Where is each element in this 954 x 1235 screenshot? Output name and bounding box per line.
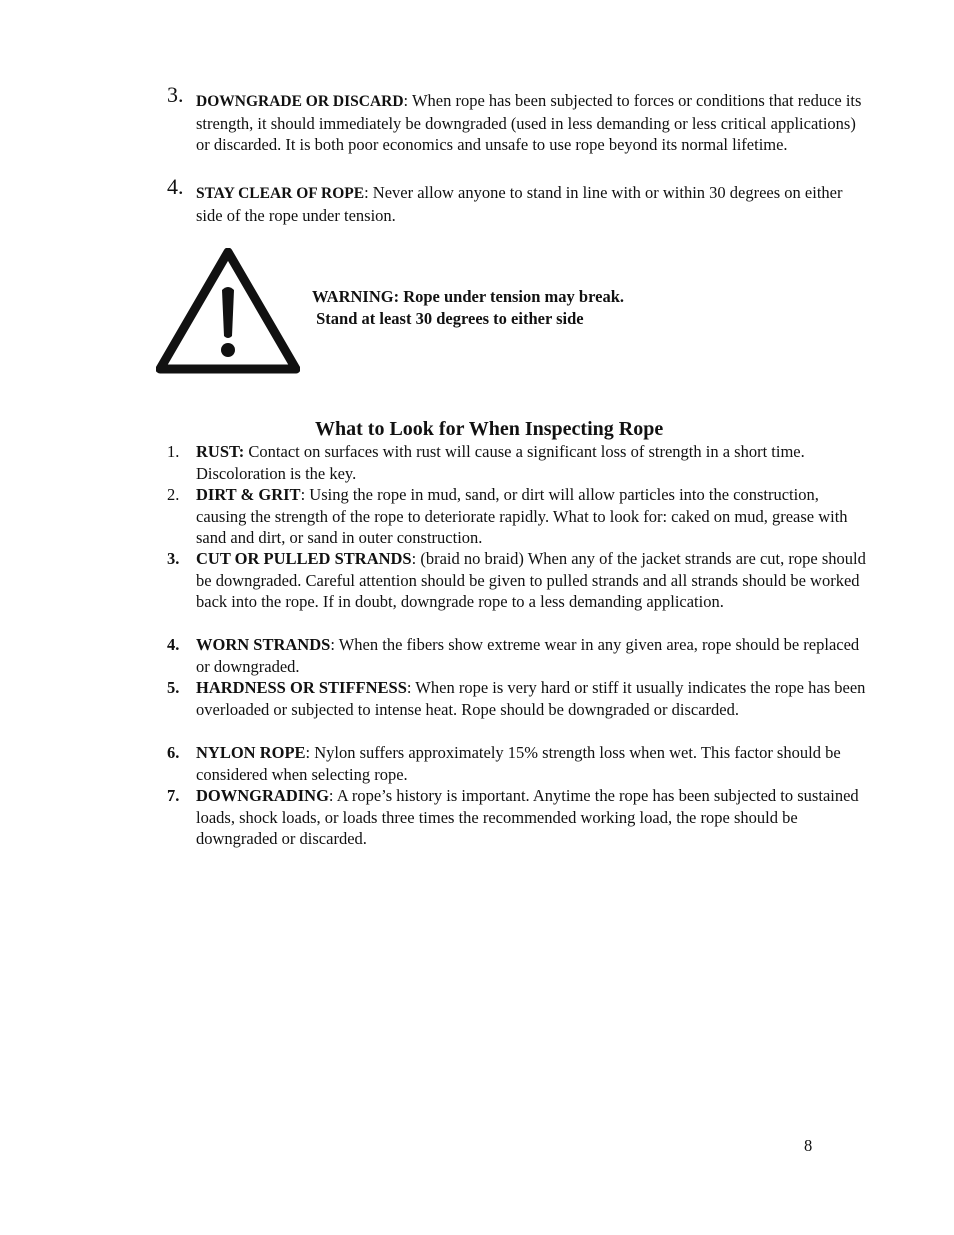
- list-number: 6.: [167, 743, 180, 762]
- list-term: DOWNGRADE OR DISCARD: [196, 93, 404, 110]
- list-term: HARDNESS OR STIFFNESS: [196, 678, 407, 697]
- warning-line-2: Stand at least 30 degrees to either side: [312, 308, 584, 328]
- list-number: 3.: [167, 549, 180, 568]
- list-text: [196, 548, 868, 613]
- list-description: : A rope’s history is important. Anytime the rope has been subjected to sustained loads, shock loads, or loads three times the recommended working load, the rope should be downgraded or discarded.: [196, 786, 859, 848]
- list-text: [196, 742, 868, 785]
- list-number: 5.: [167, 678, 180, 697]
- warning-text: [312, 286, 624, 329]
- list-text: [196, 634, 868, 677]
- list-term: NYLON ROPE: [196, 743, 306, 762]
- warning-triangle-icon: [156, 248, 300, 374]
- list-description: : Never allow anyone to stand in line with or within 30 degrees on either side of the rope under tension.: [196, 183, 843, 225]
- list-term: CUT OR PULLED STRANDS: [196, 549, 412, 568]
- warning-line-1: WARNING: Rope under tension may break.: [312, 287, 625, 306]
- list-description: : When the fibers show extreme wear in any given area, rope should be replaced or downgraded.: [196, 635, 860, 676]
- list-term: STAY CLEAR OF ROPE: [196, 185, 365, 202]
- list-text: [196, 441, 868, 484]
- list-description: : Nylon suffers approximately 15% strength loss when wet. This factor should be considered when selecting rope.: [196, 743, 841, 784]
- list-term: DIRT & GRIT: [196, 485, 301, 504]
- list-description: : (braid no braid) When any of the jacket strands are cut, rope should be downgraded. Careful attention should be given to pulled strands and all strands should be worked back into the rope. If in doubt, downgrade rope to a less demanding application.: [196, 549, 866, 611]
- list-term: RUST:: [196, 442, 245, 461]
- list-text: [196, 677, 868, 720]
- list-number: 2.: [167, 485, 180, 504]
- list-text: [196, 785, 868, 850]
- page-number: 8: [804, 1136, 813, 1155]
- list-text: [196, 90, 868, 156]
- list-text: [196, 182, 868, 226]
- list-description: Contact on surfaces with rust will cause a significant loss of strength in a short time. Discoloration is the key.: [196, 442, 805, 483]
- list-term: DOWNGRADING: [196, 786, 329, 805]
- list-number: 4.: [167, 174, 184, 199]
- list-text: [196, 484, 868, 549]
- list-number: 7.: [167, 786, 180, 805]
- list-description: : When rope has been subjected to forces or conditions that reduce its strength, it should immediately be downgraded (used in less demanding or less critical applications) or discarded. It is both poor economics and unsafe to use rope beyond its normal lifetime.: [196, 91, 862, 154]
- list-number: 1.: [167, 442, 180, 461]
- list-number: 4.: [167, 635, 180, 654]
- list-number: 3.: [167, 82, 184, 107]
- list-description: : Using the rope in mud, sand, or dirt will allow particles into the construction, causing the strength of the rope to deteriorate rapidly. What to look for: caked on mud, grease with sand and dirt, or sand in outer construction.: [196, 485, 848, 547]
- list-description: : When rope is very hard or stiff it usually indicates the rope has been overloaded or subjected to intense heat. Rope should be downgraded or discarded.: [196, 678, 866, 719]
- section-heading: What to Look for When Inspecting Rope: [315, 418, 664, 440]
- list-term: WORN STRANDS: [196, 635, 331, 654]
